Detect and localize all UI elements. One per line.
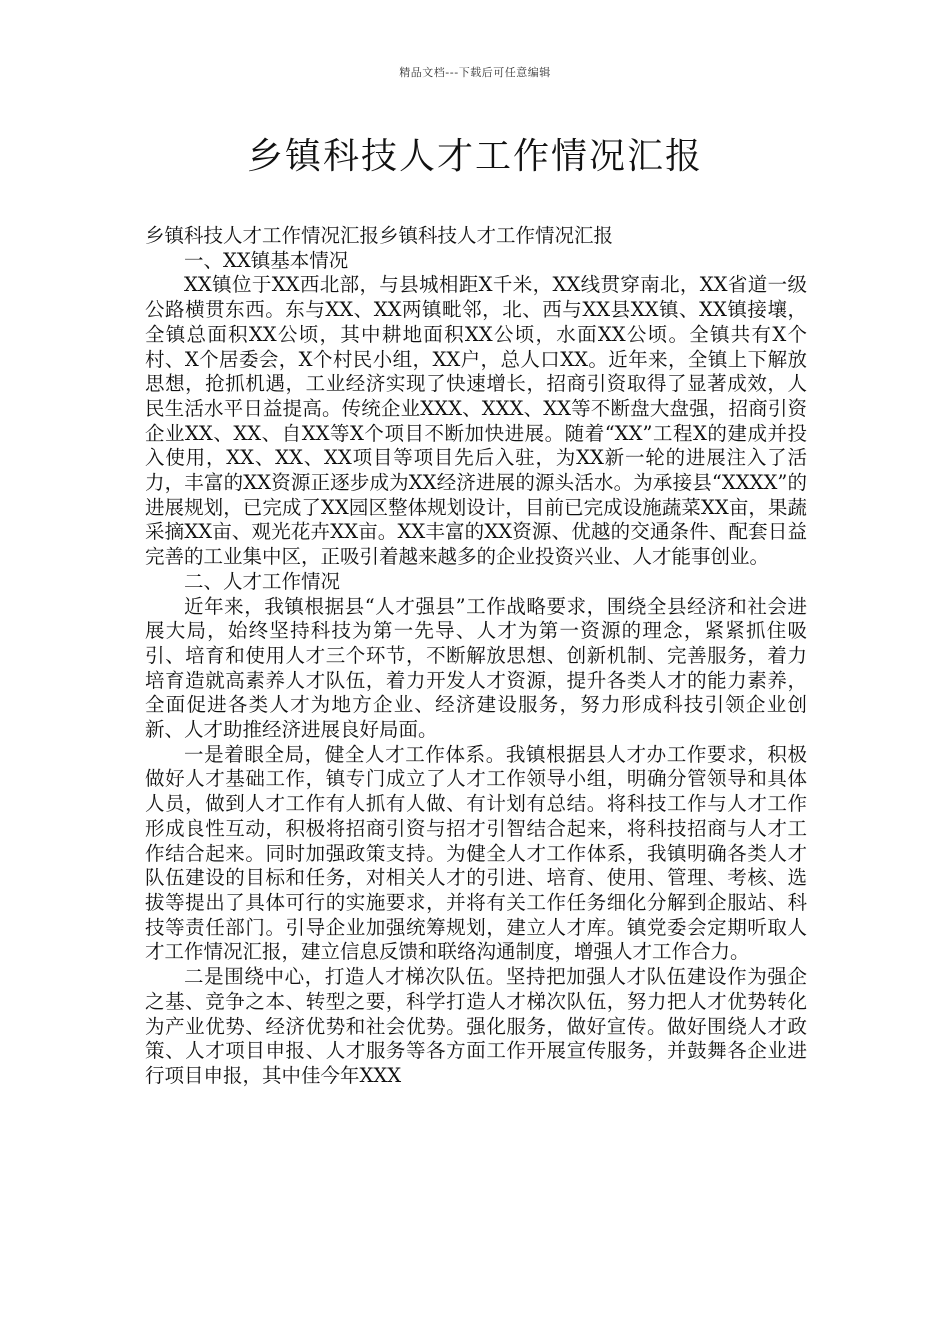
header-note: 精品文档---下载后可任意编辑 (399, 66, 551, 79)
document-body (145, 224, 807, 1089)
body-paragraph: 近年来，我镇根据县“人才强县”工作战略要求，围绕全县经济和社会进展大局，始终坚持科技为第一先导、人才为第一资源的理念，紧紧抓住吸引、培育和使用人才三个环节，不断解放思想、创新机制、完善服务，着力培育造就高素养人才队伍，着力开发人才资源，提升各类人才的能力素养，全面促进各类人才为地方企业、经济建设服务，努力形成科技引领企业创新、人才助推经济进展良好局面。 (145, 594, 807, 742)
body-paragraph: 一是着眼全局，健全人才工作体系。我镇根据县人才办工作要求，积极做好人才基础工作，镇专门成立了人才工作领导小组，明确分管领导和具体人员，做到人才工作有人抓有人做、有计划有总结。将科技工作与人才工作形成良性互动，积极将招商引资与招才引智结合起来，将科技招商与人才工作结合起来。同时加强政策支持。为健全人才工作体系，我镇明确各类人才队伍建设的目标和任务，对相关人才的引进、培育、使用、管理、考核、选拔等提出了具体可行的实施要求，并将有关工作任务细化分解到企服站、科技等责任部门。引导企业加强统筹规划，建立人才库。镇党委会定期听取人才工作情况汇报，建立信息反馈和联络沟通制度，增强人才工作合力。 (145, 742, 807, 964)
body-paragraph-subtitle: 乡镇科技人才工作情况汇报乡镇科技人才工作情况汇报 (145, 224, 614, 247)
body-paragraph: 二是围绕中心，打造人才梯次队伍。坚持把加强人才队伍建设作为强企之基、竞争之本、转型之要，科学打造人才梯次队伍，努力把人才优势转化为产业优势、经济优势和社会优势。强化服务，做好宣传。做好围绕人才政策、人才项目申报、人才服务等各方面工作开展宣传服务，并鼓舞各企业进行项目申报，其中佳今年XXX (145, 965, 807, 1087)
document-title: 乡镇科技人才工作情况汇报 (246, 136, 703, 177)
section-heading-talent-work: 二、人才工作情况 (184, 569, 341, 593)
section-heading-basic-info: 一、XX镇基本情况 (184, 248, 349, 272)
body-paragraph: XX镇位于XX西北部，与县城相距X千米，XX线贯穿南北，XX省道一级公路横贯东西。东与XX、XX两镇毗邻，北、西与XX县XX镇、XX镇接壤，全镇总面积XX公顷，其中耕地面积XX公顷，水面XX公顷。全镇共有X个村、X个居委会，X个村民小组，XX户，总人口XX。近年来，全镇上下解放思想，抢抓机遇，工业经济实现了快速增长，招商引资取得了显著成效，人民生活水平日益提高。传统企业XXX、XXX、XX等不断盘大盘强，招商引资企业XX、XX、自XX等X个项目不断加快进展。随着“XX”工程X的建成并投入使用，XX、XX、XX项目等项目先后入驻，为XX新一轮的进展注入了活力，丰富的XX资源正逐步成为XX经济进展的源头活水。为承接县“XXXX”的进展规划，已完成了XX园区整体规划设计，目前已完成设施蔬菜XX亩，果蔬采摘XX亩、观光花卉XX亩。XX丰富的XX资源、优越的交通条件、配套日益完善的工业集中区，正吸引着越来越多的企业投资兴业、人才能事创业。 (145, 273, 807, 569)
